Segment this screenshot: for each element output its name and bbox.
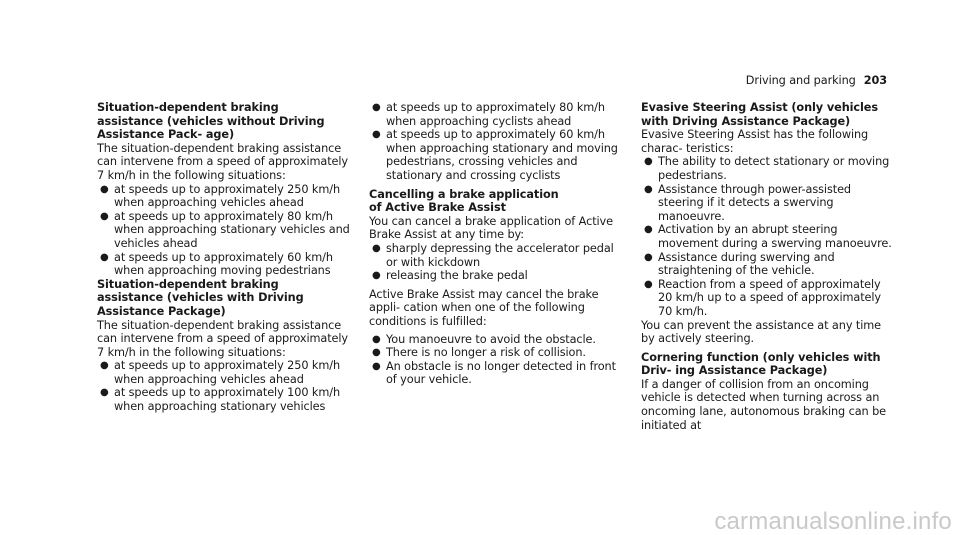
paragraph-conditions: Active Brake Assist may cancel the brake appli- cation when one of the following conditions is fulfilled: [369,287,599,328]
list-item [97,359,352,386]
list-item [97,251,352,278]
bullet-icon: ● [372,242,381,254]
list-item [641,155,896,182]
list-item-text: The ability to detect stationary or moving pedestrians. [658,155,890,182]
list-item [369,101,624,128]
bullet-icon: ● [644,251,653,263]
list-item [641,251,896,278]
bullet-icon: ● [100,360,109,372]
list-item-text: at speeds up to approximately 60 km/h when approaching moving pedestrians [114,250,333,278]
list-item-text: An obstacle is no longer detected in front of your vehicle. [386,359,616,387]
list-item-text: You manoeuvre to avoid the obstacle. [386,332,596,346]
list-item [97,183,352,210]
paragraph-prevent: You can prevent the assistance at any time by actively steering. [641,318,882,346]
list-item-text: sharply depressing the accelerator pedal or with kickdown [386,241,614,269]
list-item [641,223,896,250]
heading-cancelling-brake: Cancelling a brake application of Active Brake Assist [369,187,559,215]
list-item-text: at speeds up to approximately 80 km/h when approaching cyclists ahead [386,101,605,128]
bullet-icon: ● [372,102,381,113]
list-item-text: Assistance through power-assisted steering if it detects a swerving manoeuvre. [658,182,852,223]
bullet-icon: ● [644,278,653,290]
bullet-list [97,359,352,413]
list-item [369,333,624,347]
bullet-icon: ● [372,347,381,359]
list-item-text: releasing the brake pedal [386,269,528,283]
list-item-text: at speeds up to approximately 100 km/h when approaching stationary vehicles [114,386,341,414]
paragraph-intro-1: The situation-dependent braking assistance can intervene from a speed of approximately 7 km/h in the following situations: [97,141,349,182]
bullet-icon: ● [100,210,109,222]
list-item [97,386,352,413]
list-item-text: at speeds up to approximately 60 km/h when approaching stationary and moving pedestrians, crossing vehicles and stationary and crossing cyclists [386,128,618,182]
column-3 [641,101,896,432]
list-item-text: There is no longer a risk of collision. [386,346,586,360]
list-item [369,360,624,387]
bullet-list [369,333,624,387]
paragraph-characteristics: Evasive Steering Assist has the following charac- teristics: [641,128,869,155]
list-item [97,210,352,251]
heading-cornering-function: Cornering function (only vehicles with Driv- ing Assistance Package) [641,350,881,378]
bullet-list [97,183,352,278]
list-item [369,269,624,283]
bullet-list [369,242,624,283]
heading-braking-without-package: Situation-dependent braking assistance (vehicles without Driving Assistance Pack- age) [97,101,325,142]
list-item [369,242,624,269]
page-number: 203 [863,74,887,87]
bullet-icon: ● [372,360,381,372]
bullet-icon: ● [100,387,109,399]
paragraph-intro-2: The situation-dependent braking assistance can intervene from a speed of approximately 7 km/h in the following situations: [97,318,349,359]
list-item-text: Reaction from a speed of approximately 20 km/h up to a speed of approximately 70 km/h. [658,277,882,318]
list-item-text: Assistance during swerving and straightening of the vehicle. [658,250,835,278]
list-item [641,278,896,319]
list-item [641,183,896,224]
page-header [746,74,887,88]
section-title: Driving and parking [745,74,856,87]
bullet-icon: ● [100,251,109,263]
watermark: carmanualsonline.info [714,508,952,535]
bullet-icon: ● [372,333,381,345]
bullet-icon: ● [372,129,381,141]
column-2 [369,101,624,387]
list-item-text: at speeds up to approximately 250 km/h when approaching vehicles ahead [114,182,341,210]
list-item-text: Activation by an abrupt steering movement during a swerving manoeuvre. [658,223,892,250]
bullet-list [369,101,624,183]
bullet-icon: ● [372,270,381,282]
column-1 [97,101,352,414]
paragraph-cornering: If a danger of collision from an oncoming vehicle is detected when turning across an oncoming lane, autonomous braking can be initiated at [641,377,887,432]
bullet-icon: ● [644,183,653,195]
bullet-icon: ● [100,183,109,195]
heading-braking-with-package: Situation-dependent braking assistance (vehicles with Driving Assistance Package) [97,277,304,318]
list-item-text: at speeds up to approximately 250 km/h when approaching vehicles ahead [114,359,341,386]
heading-evasive-steering: Evasive Steering Assist (only vehicles with Driving Assistance Package) [641,101,878,128]
bullet-icon: ● [644,224,653,236]
bullet-icon: ● [644,156,653,168]
paragraph-cancel: You can cancel a brake application of Active Brake Assist at any time by: [369,214,613,242]
list-item-text: at speeds up to approximately 80 km/h when approaching stationary vehicles and vehicles ahead [114,209,350,250]
list-item [369,128,624,182]
list-item [369,346,624,360]
bullet-list [641,155,896,318]
